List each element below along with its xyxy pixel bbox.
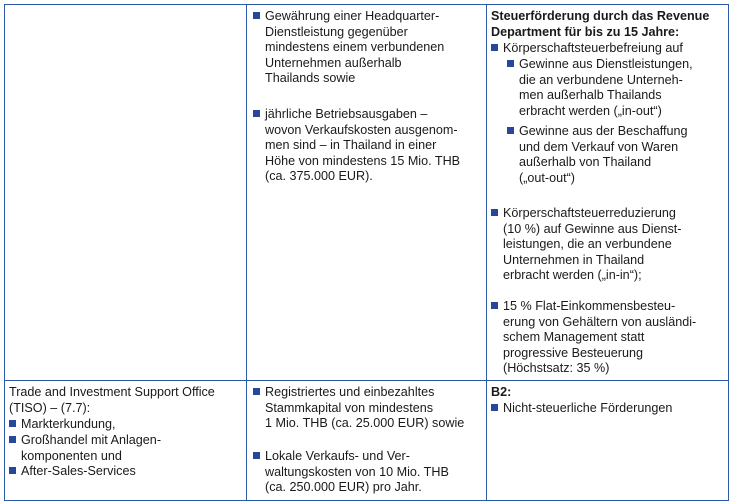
bullet-square-icon [491,209,498,216]
list-item: jährliche Betriebsausgaben – wovon Verkaufskosten ausgenom- men sind – in Thailand in einer Höhe von mindestens 15 Mio. THB (ca. 375.000 EUR). [265,107,461,184]
bullet-square-icon [253,452,260,459]
list-item: Markterkundung, [21,417,116,431]
row2-col2-cell [247,381,487,501]
bullet-square-icon [253,12,260,19]
sub-bullet-square-icon [507,60,514,67]
row2-col3-cell [487,381,729,501]
cell-heading: Steuerförderung durch das Revenue Department für bis zu 15 Jahre: [491,9,710,39]
list-item: Lokale Verkaufs- und Ver- waltungskosten von 10 Mio. THB (ca. 250.000 EUR) pro Jahr. [265,449,449,495]
bullet-square-icon [253,110,260,117]
cell-heading: B2: [491,385,512,399]
bullet-square-icon [9,436,16,443]
list-item: After-Sales-Services [21,464,136,478]
sub-list-item: Gewinne aus der Beschaffung und dem Verkauf von Waren außerhalb von Thailand („out-out“) [519,124,688,185]
list-item: Körperschaftsteuerreduzierung (10 %) auf Gewinne aus Dienst- leistungen, die an verbundene Unternehmen in Thailand erbracht werden („in-in“); [503,206,682,283]
bullet-square-icon [9,467,16,474]
incentives-table [4,4,729,501]
bullet-square-icon [253,388,260,395]
list-item: Registriertes und einbezahltes Stammkapital von mindestens 1 Mio. THB (ca. 25.000 EUR) sowie [265,385,465,431]
list-item: Großhandel mit Anlagen- komponenten und [21,433,162,463]
row1-col2-cell [247,5,487,381]
bullet-square-icon [491,44,498,51]
cell-heading: Trade and Investment Support Office (TISO) – (7.7): [9,385,215,415]
list-item: Körperschaftsteuerbefreiung auf [503,41,683,55]
list-item: Nicht-steuerliche Förderungen [503,401,673,415]
table-row [5,381,729,501]
list-item: 15 % Flat-Einkommensbesteu- erung von Gehältern von ausländi- schem Management statt progressive Besteuerung (Höchstsatz: 35 %) [503,299,697,376]
bullet-square-icon [491,404,498,411]
sub-bullet-square-icon [507,127,514,134]
table-row [5,5,729,381]
row2-col1-cell [5,381,247,501]
bullet-square-icon [9,420,16,427]
list-item: Gewährung einer Headquarter- Dienstleistung gegenüber mindestens einem verbundenen Unternehmen außerhalb Thailands sowie [265,9,445,86]
row1-col1-cell [5,5,247,381]
sub-list-item: Gewinne aus Dienstleistungen, die an verbundene Unterneh- men außerhalb Thailands erbracht werden („in-out“) [519,57,693,118]
row1-col3-cell [487,5,729,381]
bullet-square-icon [491,302,498,309]
